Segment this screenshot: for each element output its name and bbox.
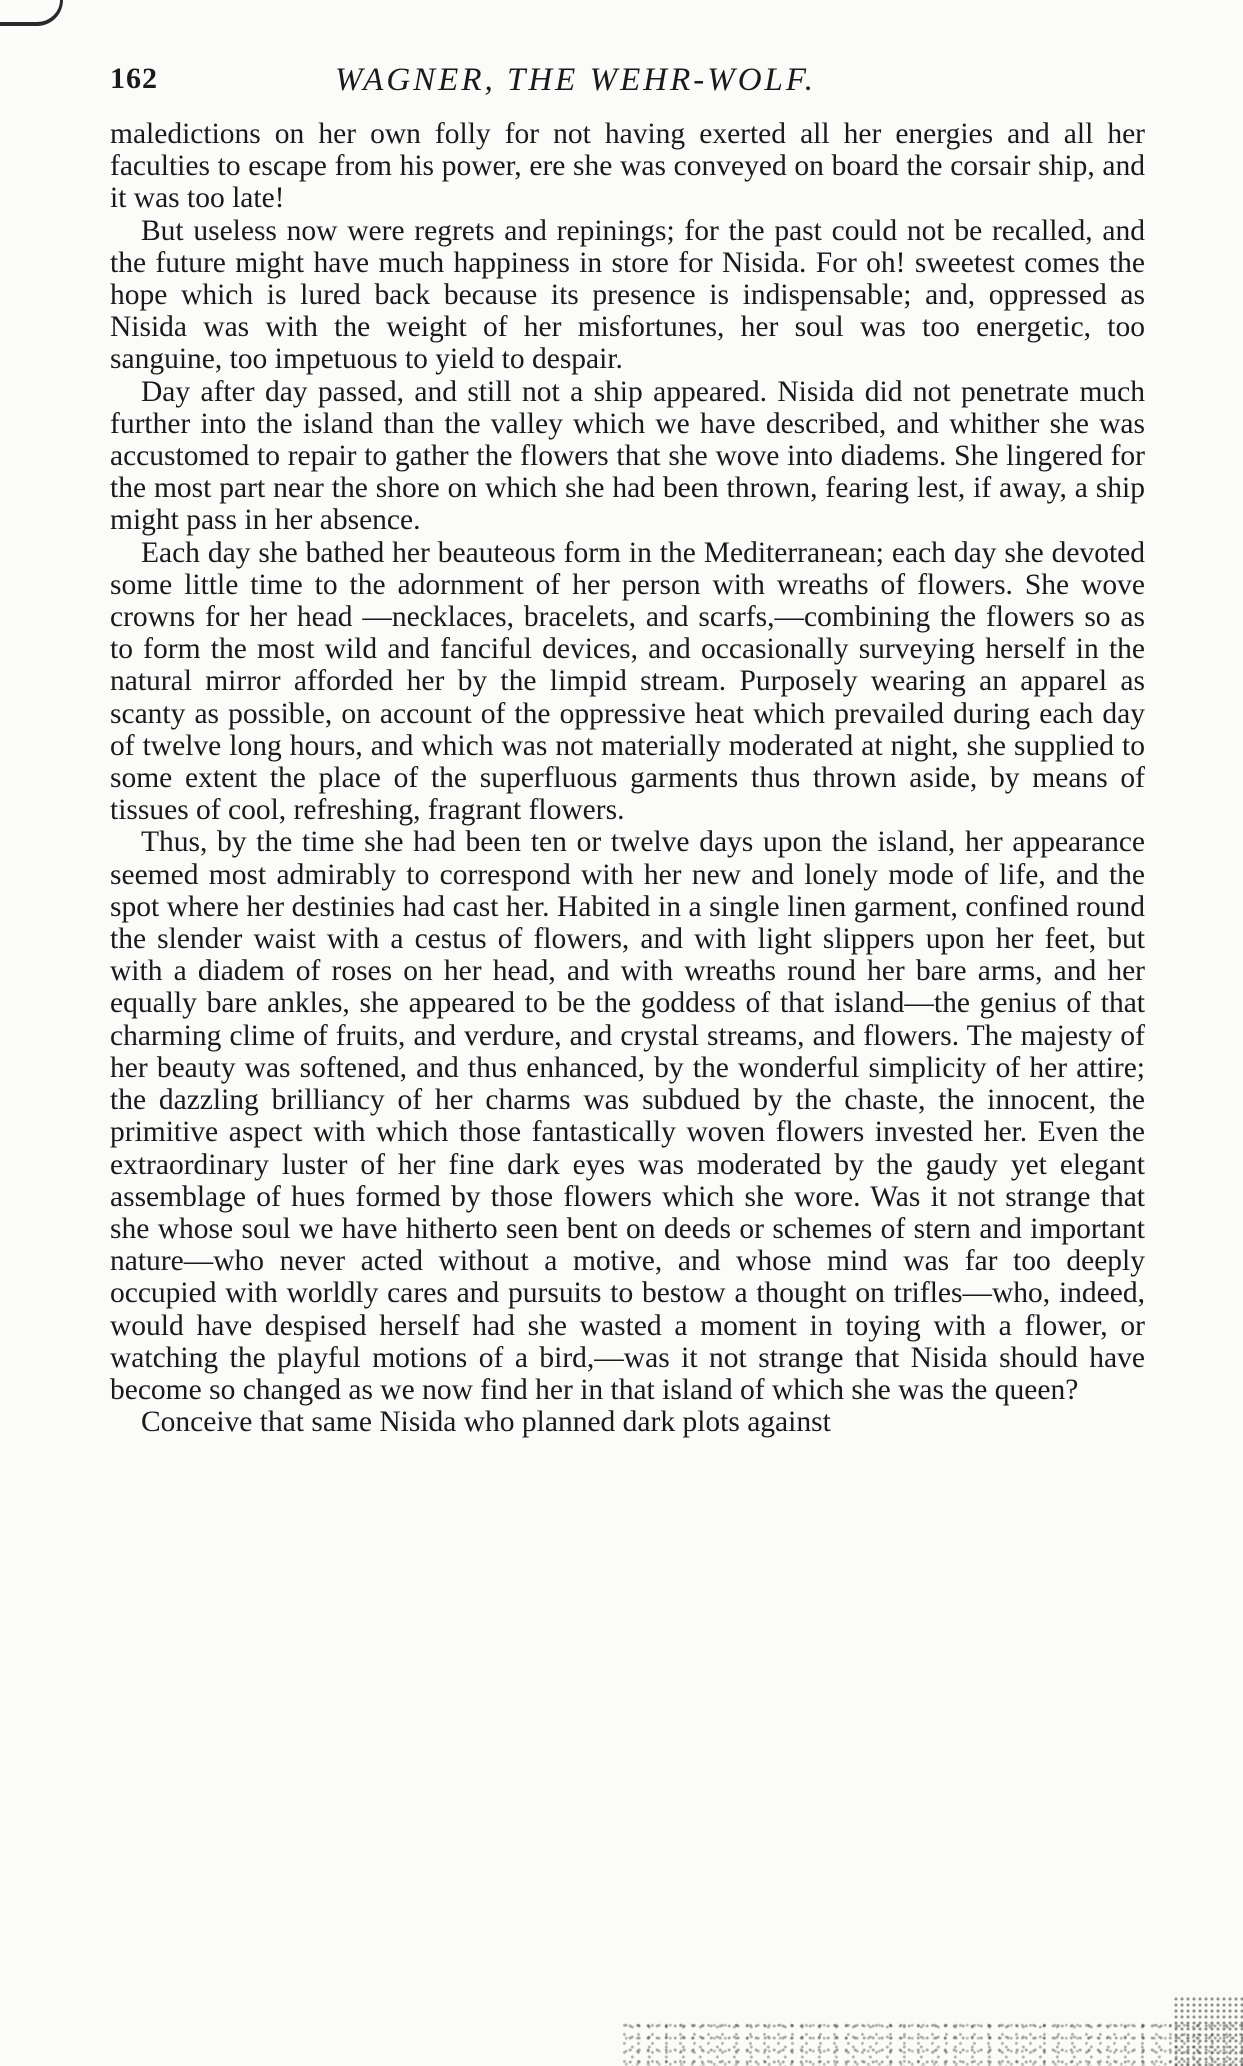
paragraph-truncated: Conceive that same Nisida who planned dark plots against	[140, 1406, 831, 1439]
scan-noise-corner	[1173, 1996, 1243, 2066]
paragraph: Day after day passed, and still not a ship appeared. Nisida did not penetrate much further into the island than the valley which we have described, and whither she was accustomed to repair to gather the flowers that she wove into diadems. She lingered for the most part near the shore on which she had been thrown, fearing lest, if away, a ship might pass in her absence.	[110, 375, 1145, 537]
paragraph: Each day she bathed her beauteous form in the Mediterranean; each day she devoted some little time to the adornment of her person with wreaths of flowers. She wove crowns for her head —necklaces, bracelets, and scarfs,—combining the flowers so as to form the most wild and fanciful devices, and occasionally surveying herself in the natural mirror afforded her by the limpid stream. Purposely wearing an apparel as scanty as possible, on account of the oppressive heat which prevailed during each day of twelve long hours, and which was not materially moderated at night, she supplied to some extent the place of the superfluous garments thus thrown aside, by means of tissues of cool, refreshing, fragrant flowers.	[110, 536, 1145, 827]
scan-corner-mark	[0, 0, 63, 26]
running-title: WAGNER, THE WEHR-WOLF.	[335, 62, 817, 98]
paragraph: Thus, by the time she had been ten or twelve days upon the island, her appearance seemed most admirably to correspond with her new and lonely mode of life, and the spot where her destinies had cast her. Habited in a single linen garment, confined round the slender waist with a cestus of flowers, and with light slippers upon her feet, but with a diadem of roses on her head, and with wreaths round her bare arms, and her equally bare ankles, she appeared to be the goddess of that island—the genius of that charming clime of fruits, and verdure, and crystal streams, and flowers. The majesty of her beauty was softened, and thus enhanced, by the wonderful simplicity of her attire; the dazzling brilliancy of her charms was subdued by the chaste, the innocent, the primitive aspect with which those fantastically woven flowers invested her. Even the extraordinary luster of her fine dark eyes was moderated by the gaudy yet elegant assemblage of hues formed by those flowers which she wore. Was it not strange that she whose soul we have hitherto seen bent on deeds or schemes of stern and important nature—who never acted without a motive, and whose mind was far too deeply occupied with worldly cares and pursuits to bestow a thought on trifles—who, indeed, would have despised herself had she wasted a moment in toying with a flower, or watching the playful motions of a bird,—was it not strange that Nisida should have become so changed as we now find her in that island of which she was the queen?	[110, 826, 1145, 1406]
paragraph-continued: maledictions on her own folly for not having exerted all her energies and all her faculties to escape from his power, ere she was conveyed on board the corsair ship, and it was too late!	[110, 118, 1145, 215]
running-header	[110, 62, 1160, 106]
scan-noise	[623, 2020, 1243, 2066]
paragraph: But useless now were regrets and repinings; for the past could not be recalled, and the future might have much happiness in store for Nisida. For oh! sweetest comes the hope which is lured back because its presence is indispensable; and, oppressed as Nisida was with the weight of her misfortunes, her soul was too energetic, too sanguine, too impetuous to yield to despair.	[110, 214, 1145, 376]
body-text	[110, 118, 1145, 1438]
page-number: 162	[110, 62, 158, 95]
